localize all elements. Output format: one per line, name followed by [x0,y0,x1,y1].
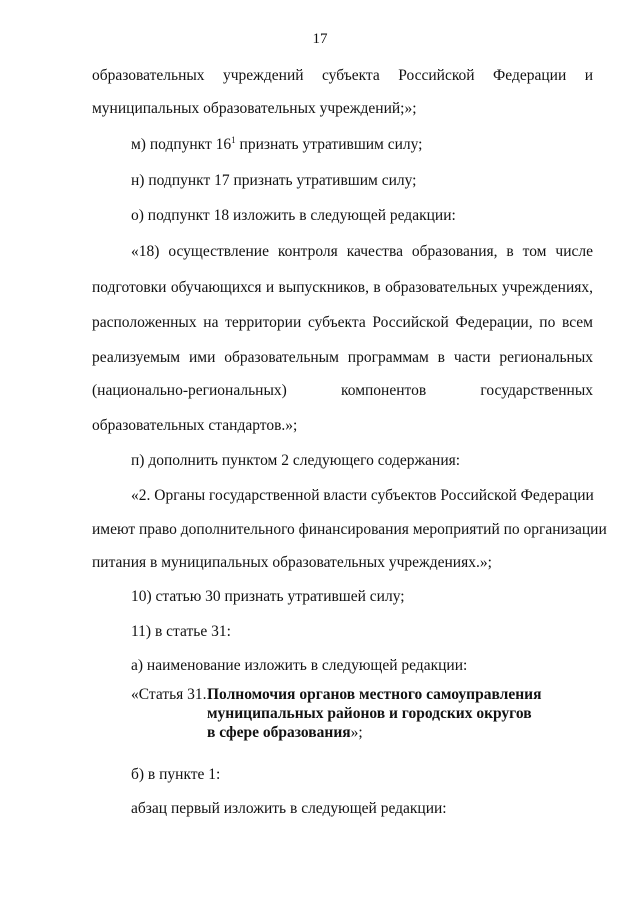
line-text: расположенных на территории субъекта Российской Федерации, по всем [92,314,593,331]
quote-2-line-3: питания в муниципальных образовательных учреждениях.»; [92,554,492,571]
line-text: имеют право дополнительного финансирования мероприятий по организации [92,521,607,538]
item-m-text-end: признать утратившим силу; [235,136,423,153]
paragraph-instruction: абзац первый изложить в следующей редакции: [131,800,447,817]
quote-2-line-2 [92,520,607,540]
article-title-line-1: Полномочия органов местного самоуправления [207,686,542,703]
item-o: о) подпункт 18 изложить в следующей редакции: [131,207,456,224]
word: (национально-региональных) [92,382,287,399]
item-10: 10) статью 30 признать утратившей силу; [131,588,405,605]
item-m-text: м) подпункт 16 [131,136,232,153]
article-title-line-3 [131,723,541,742]
line-text: реализуемым ими образовательным программам в части региональных [92,349,593,366]
quote-2-line-1 [92,486,593,506]
quote-18-line-3 [92,313,593,333]
article-label: «Статья 31. [131,686,207,703]
quote-18-line-4 [92,348,593,368]
article-heading [131,685,541,742]
line-text: «18) осуществление контроля качества образования, в том числе [131,243,593,260]
item-a: а) наименование изложить в следующей редакции: [131,657,468,674]
article-title-end: »; [350,724,363,741]
article-title-line-2: муниципальных районов и городских округов [207,705,532,722]
page-number: 17 [312,31,328,47]
superscript: 1 [231,134,236,145]
quote-18-line-1 [92,242,593,262]
word: образовательных [92,67,205,84]
text-line-2: муниципальных образовательных учреждений;»; [92,100,417,117]
item-p: п) дополнить пунктом 2 следующего содержания: [131,452,461,469]
line-text: подготовки обучающихся и выпускников, в образовательных учреждениях, [92,279,593,296]
word: учреждений [223,67,304,84]
word: субъекта [321,67,380,84]
text-line-1 [92,66,593,86]
item-m [131,135,423,155]
word: Федерации [493,67,567,84]
item-11: 11) в статье 31: [131,623,231,640]
quote-18-line-6: образовательных стандартов.»; [92,417,298,434]
line-text: «2. Органы государственной власти субъектов Российской Федерации [131,487,594,504]
word: государственных [480,382,593,399]
item-b: б) в пункте 1: [131,766,221,783]
item-n: н) подпункт 17 признать утратившим силу; [131,172,417,189]
word: Российской [398,67,475,84]
word: и [584,67,593,84]
word: компонентов [341,382,427,399]
article-title-text: в сфере образования [207,724,351,741]
quote-18-line-2 [92,278,593,298]
quote-18-line-5 [92,381,593,401]
